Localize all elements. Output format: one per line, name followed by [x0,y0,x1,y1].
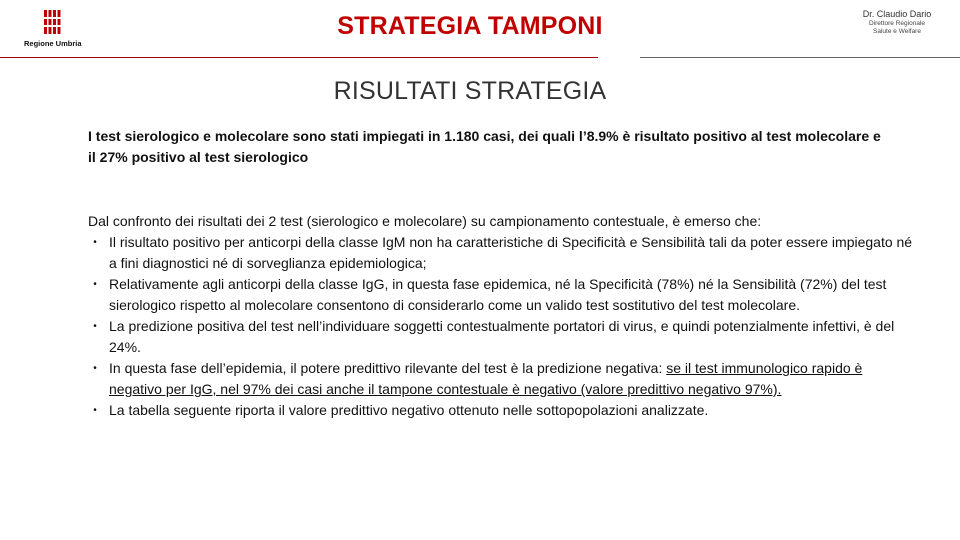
list-item [88,274,918,316]
header-divider-grey [640,57,960,58]
bullet-icon: • [93,405,97,416]
list-item-text: La predizione positiva del test nell’individuare soggetti contestualmente portatori di virus, e quindi potenzialmente infettivi, è del 24%. [109,318,895,355]
list-item [88,400,918,421]
list-item [88,358,918,400]
bullet-icon: • [93,363,97,374]
list-item-text: Il risultato positivo per anticorpi della classe IgM non ha caratteristiche di Specificità e Sensibilità tali da poter essere impiegato né a fini diagnostici né di sorveglianza epidemiologica; [109,234,913,271]
section-title: RISULTATI STRATEGIA [333,77,607,105]
bullet-icon: • [93,321,97,332]
body-content [88,211,918,421]
page-title: STRATEGIA TAMPONI [337,12,603,40]
bullet-icon: • [93,237,97,248]
list-item [88,232,918,274]
list-item-text: La tabella seguente riporta il valore predittivo negativo ottenuto nelle sottopopolazioni analizzate. [109,402,709,418]
intro-paragraph: I test sierologico e molecolare sono stati impiegati in 1.180 casi, dei quali l’8.9% è risultato positivo al test molecolare e il 27% positivo al test sierologico [88,128,881,165]
body-lead: Dal confronto dei risultati dei 2 test (sierologico e molecolare) su campionamento contestuale, è emerso che: [88,213,762,229]
author-block [852,8,942,36]
regione-umbria-emblem-icon [42,8,62,36]
findings-list [88,232,918,421]
logo-text: Regione Umbria [24,39,82,48]
header-divider-red [0,57,598,58]
region-logo [24,8,94,48]
list-item-text: Relativamente agli anticorpi della classe IgG, in questa fase epidemica, né la Specificità (78%) né la Sensibilità (72%) del test sierologico rispetto al molecolare consentono di considerarlo come un valido test sostitutivo del test molecolare. [109,276,887,313]
list-item [88,316,918,358]
list-item-underlined-text: se il test immunologico rapido è negativo per IgG, nel 97% dei casi anche il tampone contestuale è negativo (valore predittivo negativo 97%). [109,360,863,397]
author-role-line2: Salute e Welfare [873,28,921,35]
author-name: Dr. Claudio Dario [862,9,932,19]
bullet-icon: • [93,279,97,290]
author-role-line1: Direttore Regionale [868,20,925,27]
list-item-text: In questa fase dell’epidemia, il potere predittivo rilevante del test è la predizione negativa: [109,360,667,376]
